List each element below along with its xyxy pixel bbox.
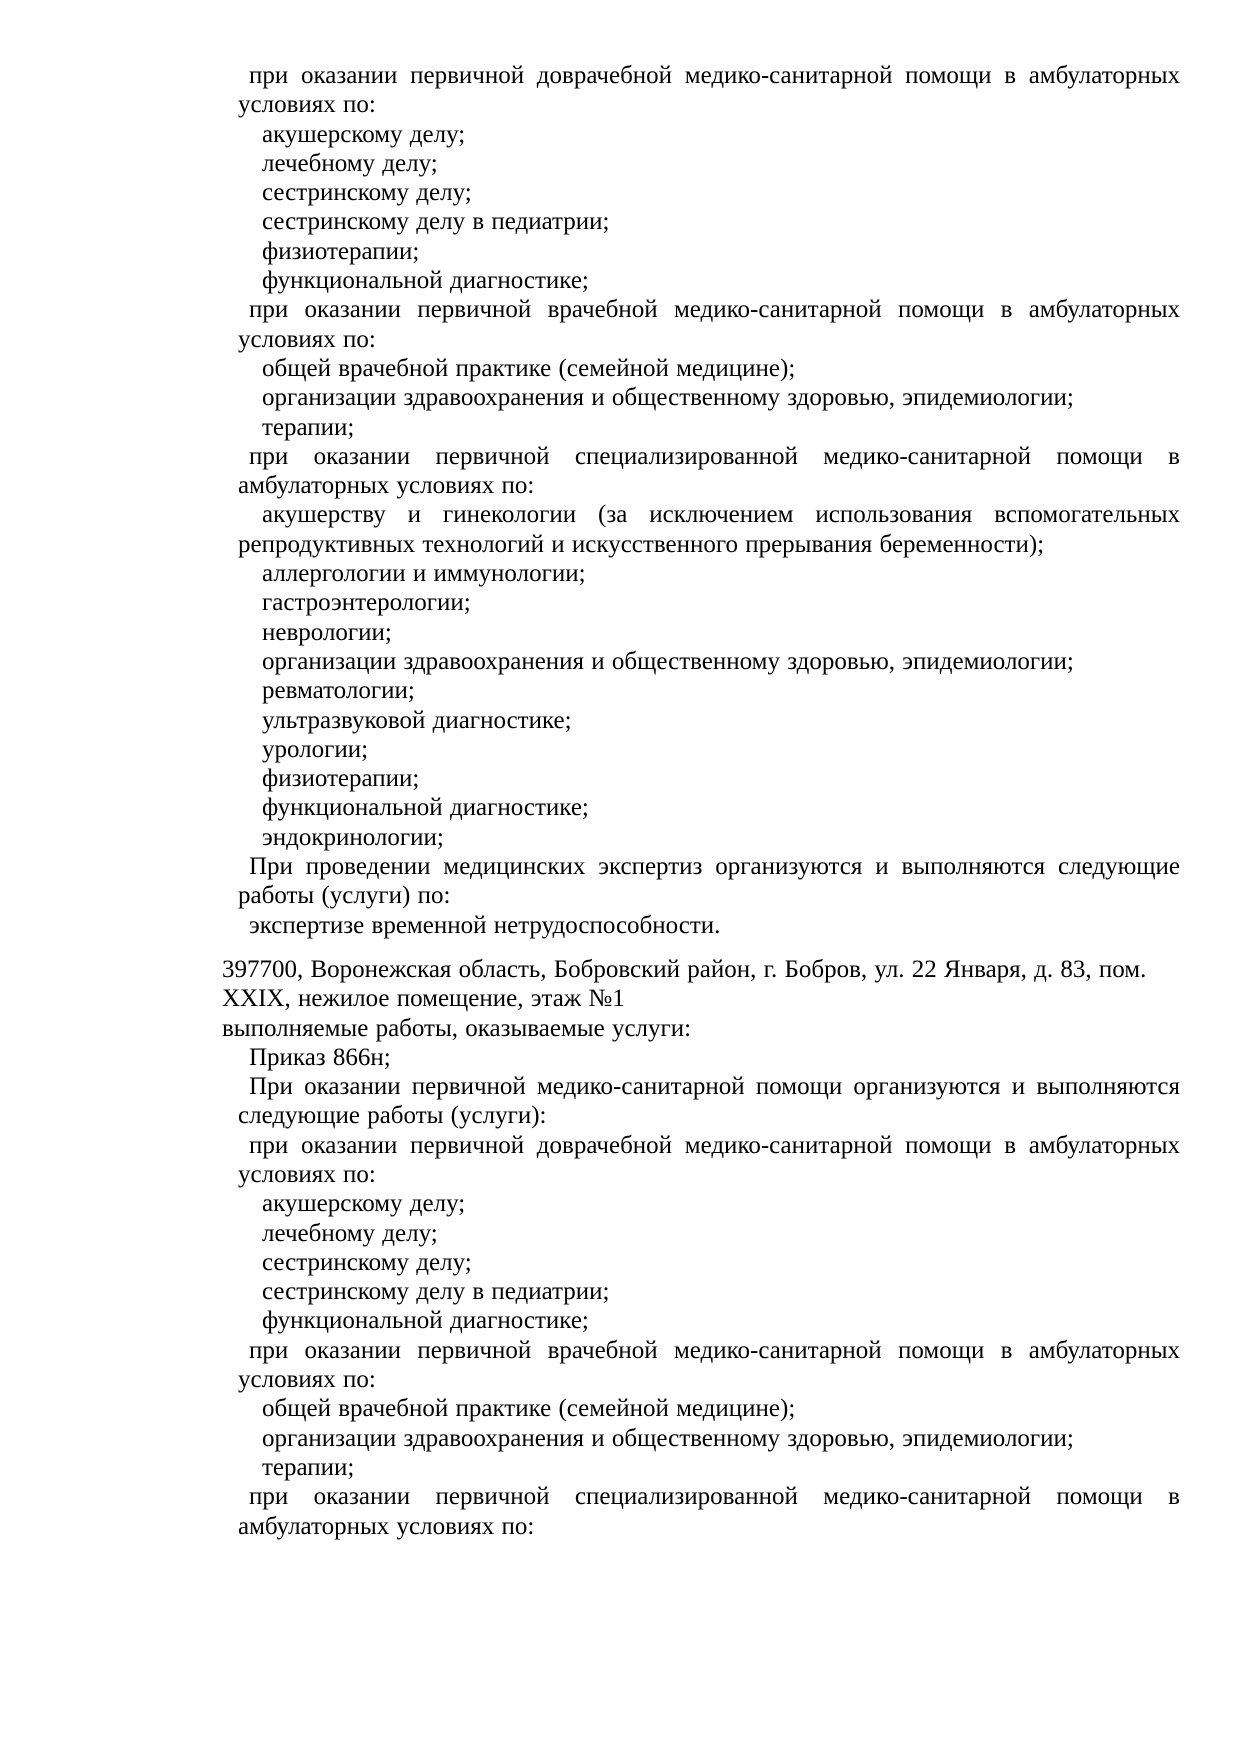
text-line: гастроэнтерологии; (262, 589, 471, 617)
text-line: Приказ 866н; (249, 1043, 391, 1071)
text-line: следующие работы (услуги): (238, 1102, 547, 1130)
text-line: эндокринологии; (262, 823, 444, 851)
text-line: работы (услуги) по: (238, 882, 451, 910)
text-line: акушерству и гинекологии (за исключением использования вспомогательных (262, 501, 1180, 529)
text-line: При проведении медицинских экспертиз организуются и выполняются следующие (249, 853, 1180, 881)
document-body (222, 61, 1180, 1541)
text-line: общей врачебной практике (семейной медицине); (262, 1395, 796, 1423)
text-line: ревматологии; (262, 677, 415, 705)
text-line: При оказании первичной медико-санитарной помощи организуются и выполняются (249, 1073, 1180, 1101)
text-line: условиях по: (238, 325, 376, 353)
text-line: условиях по: (238, 1366, 376, 1394)
text-line: лечебному делу; (262, 1219, 438, 1247)
text-line: организации здравоохранения и общественному здоровью, эпидемиологии; (262, 384, 1074, 412)
text-line: ультразвуковой диагностике; (262, 706, 572, 734)
text-line: амбулаторных условиях по: (238, 1512, 535, 1540)
text-line: функциональной диагностике; (262, 267, 589, 295)
text-line: при оказании первичной врачебной медико-санитарной помощи в амбулаторных (249, 1336, 1180, 1364)
text-line: аллергологии и иммунологии; (262, 560, 586, 588)
text-line: при оказании первичной специализированной медико-санитарной помощи в (249, 442, 1180, 470)
text-line: условиях по: (238, 1160, 376, 1188)
text-line: физиотерапии; (262, 237, 420, 265)
text-line: акушерскому делу; (262, 120, 466, 148)
text-line: при оказании первичной специализированной медико-санитарной помощи в (249, 1483, 1180, 1511)
text-line: выполняемые работы, оказываемые услуги: (222, 1014, 692, 1042)
text-line: при оказании первичной доврачебной медико-санитарной помощи в амбулаторных (249, 1131, 1180, 1159)
text-line: урологии; (262, 735, 369, 763)
text-line: общей врачебной практике (семейной медицине); (262, 354, 796, 382)
text-line: амбулаторных условиях по: (238, 472, 535, 500)
text-line: 397700, Воронежская область, Бобровский район, г. Бобров, ул. 22 Января, д. 83, пом. (222, 955, 1147, 983)
text-line: XXIX, нежилое помещение, этаж №1 (222, 985, 625, 1013)
text-line: при оказании первичной доврачебной медико-санитарной помощи в амбулаторных (249, 62, 1180, 89)
text-line: физиотерапии; (262, 765, 420, 793)
text-line: терапии; (262, 1453, 355, 1481)
text-line: репродуктивных технологий и искусственного прерывания беременности); (238, 530, 1045, 558)
text-line: сестринскому делу; (262, 1248, 472, 1276)
text-line: акушерскому делу; (262, 1190, 466, 1218)
text-line: сестринскому делу; (262, 179, 472, 207)
text-line: функциональной диагностике; (262, 1307, 589, 1335)
text-line: условиях по: (238, 91, 376, 119)
text-line: лечебному делу; (262, 149, 438, 177)
works-services-list-1 (222, 61, 1180, 940)
text-line: неврологии; (262, 618, 392, 646)
text-line: организации здравоохранения и общественному здоровью, эпидемиологии; (262, 1424, 1074, 1452)
text-line: сестринскому делу в педиатрии; (262, 1278, 610, 1306)
text-line: функциональной диагностике; (262, 794, 589, 822)
text-line: экспертизе временной нетрудоспособности. (249, 911, 721, 939)
block-gap (222, 940, 1180, 955)
text-line: при оказании первичной врачебной медико-санитарной помощи в амбулаторных (249, 296, 1180, 324)
text-line: организации здравоохранения и общественному здоровью, эпидемиологии; (262, 647, 1074, 675)
text-line: терапии; (262, 413, 355, 441)
text-line: сестринскому делу в педиатрии; (262, 208, 610, 236)
location-works-list (222, 955, 1180, 1541)
